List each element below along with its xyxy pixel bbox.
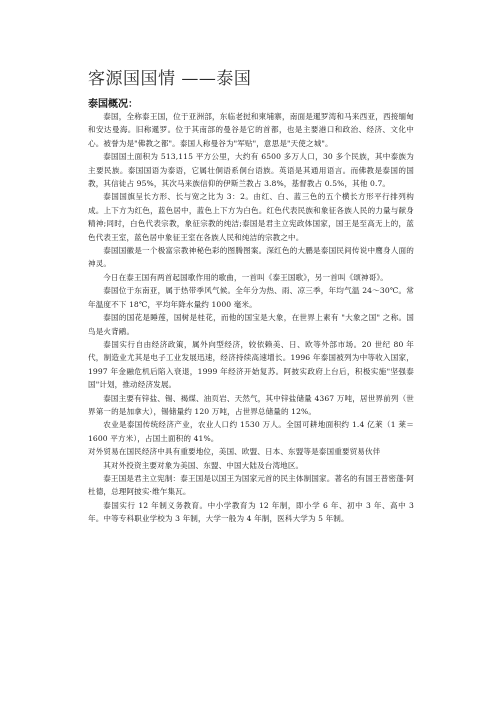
paragraph: 今日在泰王国有两首起国歌作用的歌曲，一首叫《泰王国歌》，另一首叫《颂神哥》。: [103, 272, 388, 282]
paragraph: 泰国，全称泰王国，位于亚洲部，东临老挝和柬埔寨，南面是暹罗湾和马来西亚，西接缅甸和安达曼海。旧称暹罗。位于其南部的曼谷是它的首都，也是主要港口和政治、经济、文化中心。被誉为是"佛教之都"。泰国人称曼谷为"军贴"，意思是"天使之城"。: [88, 112, 414, 148]
paragraph: 泰国的国花是睡莲，国树是桂花，而他的国宝是大象，在世界上素有 "大象之国" 之称。国鸟是火背鹇。: [88, 313, 414, 336]
paragraph: 泰王国是君主立宪制：泰王国是以国王为国家元首的民主体制国家。著名的有国王普密蓬·阿杜德，总理阿披实·维乍集瓦。: [88, 473, 414, 497]
paragraph: 农业是泰国传统经济产业，农业人口约 1530 万人。全国可耕地面积约 1.4 亿莱（1 莱＝1600 平方米），占国土面积的 41%。: [88, 420, 414, 443]
paragraph: 其对外投资主要对象为美国、东盟、中国大陆及台湾地区。: [103, 460, 304, 470]
paragraph: 泰国实行 12 年制义务教育。中小学教育为 12 年制，即小学 6 年、初中 3 年、高中 3 年。中等专科职业学校为 3 年制，大学一般为 4 年制，医科大学为 5 年制。: [88, 500, 414, 524]
section-heading: 泰国概况：: [88, 99, 138, 110]
paragraph: 泰国实行自由经济政策，属外向型经济，较依赖美、日、欧等外部市场。20 世纪 80 年代，制造业尤其是电子工业发展迅速，经济持续高速增长。1996 年泰国被列为中等收入国家，1997 年金融危机后陷入衰退，1999 年经济开始复苏。阿披实政府上台后，积极实施"坚强泰国"计划，推动经济发展。: [88, 339, 414, 390]
paragraph: 泰国国旗呈长方形、长与宽之比为 3：2。由红、白、蓝三色的五个横长方形平行排列构成。上下方为红色，蓝色居中，蓝色上下方为白色。红色代表民族和象征各族人民的力量与献身精神;同时，白色代表宗教，象征宗教的纯洁;泰国是君主立宪政体国家，国王是至高无上的，蓝色代表王室，蓝色居中象征王室在各族人民和纯洁的宗教之中。: [88, 192, 414, 242]
paragraph: 对外贸易在国民经济中具有重要地位，美国、欧盟、日本、东盟等是泰国重要贸易伙伴: [88, 447, 381, 457]
page-title: 客源国国情 ——泰国: [88, 69, 252, 89]
document-body: [88, 110, 414, 526]
paragraph: 泰国国徽是一个极富宗教神秘色彩的图腾图案。深红色的大鹏是泰国民间传说中鹰身人面的神灵。: [88, 246, 414, 269]
paragraph: 泰国国土面积为 513,115 平方公里，大约有 6500 多万人口，30 多个民族，其中泰族为主要民族。泰国国语为泰语，它属壮侗语系侗台语族。英语是其通用语言。而佛教是泰国的国教，其信徒占 95%，其次马来族信仰的伊斯兰教占 3.8%，基督教占 0.5%，其他 0.7。: [88, 152, 414, 189]
paragraph: 泰国位于东南亚，属于热带季风气候。全年分为热、雨、凉三季，年均气温 24～30℃。常年温度不下 18℃，平均年降水量约 1000 毫米。: [88, 286, 414, 309]
paragraph: 泰国主要有锌盐、锡、褐煤、油页岩、天然气，其中锌盐储量 4367 万吨，居世界前列（世界第一的是加拿大），锡储量约 120 万吨，占世界总储量的 12%。: [88, 393, 414, 416]
